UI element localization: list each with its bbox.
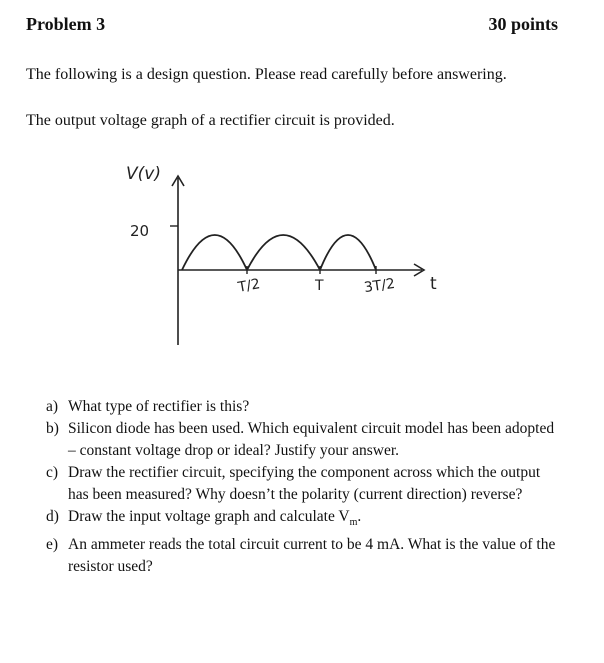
x-axis-label: t bbox=[430, 274, 437, 294]
waveform-hump-3 bbox=[320, 235, 376, 270]
problem-header bbox=[26, 14, 558, 38]
problem-title: Problem 3 bbox=[26, 14, 106, 34]
question-text: Draw the rectifier circuit, specifying the component across which the output has been measured? Why doesn’t the polarity (current direction) reverse? bbox=[68, 464, 541, 503]
question-a bbox=[46, 396, 562, 418]
question-text: Silicon diode has been used. Which equivalent circuit model has been adopted – constant voltage drop or ideal? Justify your answer. bbox=[68, 420, 555, 459]
question-text: Draw the input voltage graph and calculate V bbox=[68, 508, 350, 525]
x-tick-label-three-half: 3T/2 bbox=[363, 275, 397, 297]
x-tick-label-t: T bbox=[315, 278, 324, 294]
question-text-end: . bbox=[357, 508, 362, 525]
graph-drawing bbox=[120, 160, 460, 355]
intro-line-2: The output voltage graph of a rectifier circuit is provided. bbox=[26, 112, 395, 129]
y-value-label: 20 bbox=[130, 222, 150, 240]
y-axis-label: V(v) bbox=[126, 164, 161, 184]
subscript-m: m bbox=[349, 517, 358, 529]
intro-line-1: The following is a design question. Please read carefully before answering. bbox=[26, 66, 507, 83]
waveform-hump-1 bbox=[182, 235, 247, 270]
question-b bbox=[46, 418, 562, 462]
question-text: An ammeter reads the total circuit current to be 4 mA. What is the value of the resistor used? bbox=[68, 536, 556, 576]
question-letter: d) bbox=[46, 508, 59, 525]
question-letter: e) bbox=[46, 536, 59, 554]
waveform-hump-2 bbox=[247, 235, 320, 270]
question-letter: c) bbox=[46, 464, 59, 481]
output-voltage-graph bbox=[120, 160, 460, 355]
question-e bbox=[46, 534, 562, 578]
question-d bbox=[46, 506, 562, 534]
question-c bbox=[46, 462, 562, 506]
question-letter: b) bbox=[46, 420, 59, 437]
question-list bbox=[46, 396, 562, 578]
question-text: What type of rectifier is this? bbox=[68, 398, 250, 415]
problem-points: 30 points bbox=[488, 14, 558, 34]
question-letter: a) bbox=[46, 398, 59, 415]
x-tick-label-half: T/2 bbox=[236, 276, 262, 296]
